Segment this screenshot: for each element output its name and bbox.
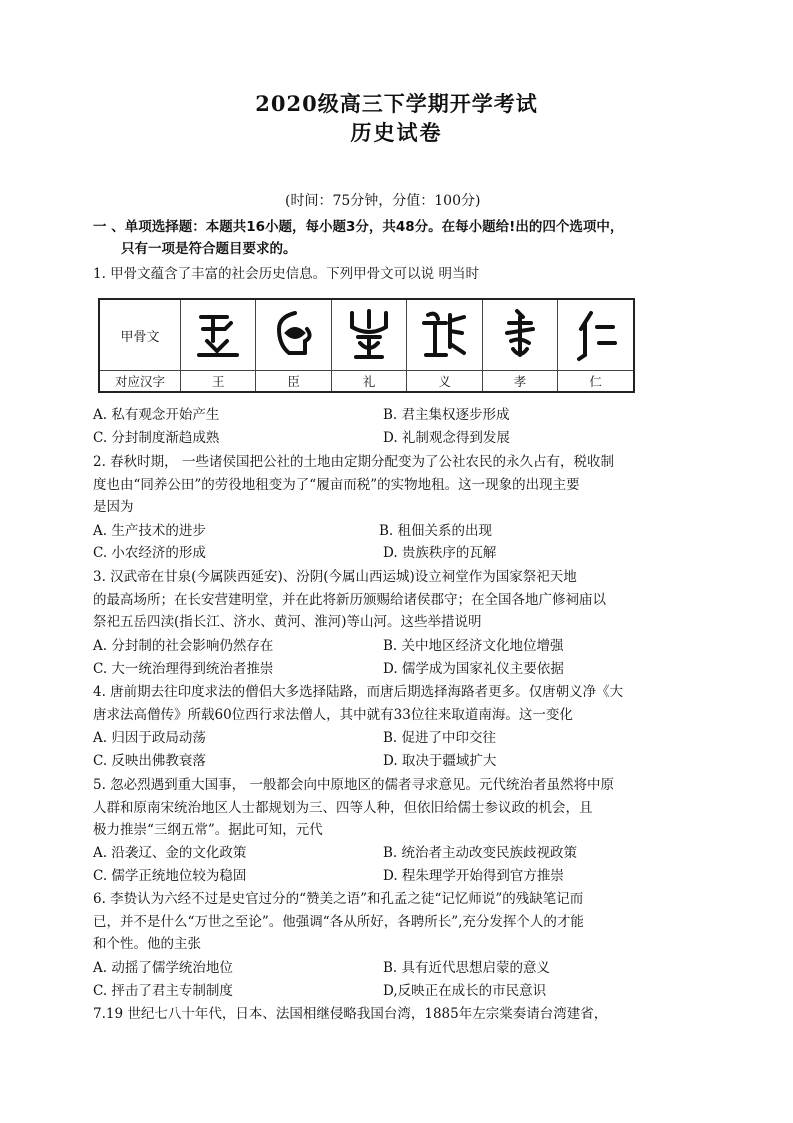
- question-1-option-b: B. 君主集权逐步形成: [383, 407, 510, 423]
- question-4-line-2: 唐求法高僧传》所载60位西行求法僧人，其中就有33位往来取道南海。这一变化: [93, 707, 573, 723]
- question-6-line-3: 和个性。他的主张: [93, 936, 201, 952]
- question-5-line-1: 5. 忽必烈遇到重大国事， 一般都会向中原地区的儒者寻求意见。元代统治者虽然将中原: [93, 777, 614, 793]
- question-3-option-c: C. 大一统治理得到统治者推崇: [93, 661, 274, 677]
- question-2-option-c: C. 小农经济的形成: [93, 545, 206, 561]
- table-cell-char: 义: [407, 371, 482, 393]
- question-2-line-1: 2. 春秋时期， 一些诸侯国把公社的土地由定期分配变为了公社农民的永久占有，税收制: [93, 454, 614, 470]
- question-2-line-2: 度也由“同养公田”的劳役地租变为了“履亩而税”的实物地租。这一现象的出现主要: [93, 477, 580, 493]
- question-3-option-b: B. 关中地区经济文化地位增强: [383, 638, 564, 654]
- oracle-li-icon: [331, 299, 406, 371]
- question-6-option-d: D,反映正在成长的市民意识: [383, 983, 547, 999]
- oracle-bone-table: [98, 298, 635, 393]
- question-6-line-2: 已，并不是什么“万世之至论”。他强调“各从所好，各聘所长”,充分发挥个人的才能: [93, 914, 584, 930]
- exam-meta: (时间：75分钟，分值：100分): [285, 193, 481, 209]
- exam-subject-title: 历史试卷: [350, 120, 443, 145]
- question-3-line-2: 的最高场所；在长安营建明堂，并在此将新历颁赐给诸侯郡守；在全国各地广修祠庙以: [93, 592, 606, 608]
- oracle-wang-icon: [181, 299, 256, 371]
- question-6-option-c: C. 抨击了君主专制制度: [93, 983, 233, 999]
- question-4-option-b: B. 促进了中印交往: [383, 730, 497, 746]
- question-4-option-d: D. 取决于疆域扩大: [383, 753, 497, 769]
- question-5-option-d: D. 程朱理学开始得到官方推崇: [383, 868, 564, 884]
- question-2-option-a: A. 生产技术的进步: [93, 523, 206, 539]
- table-cell-char: 仁: [558, 371, 634, 393]
- question-4-option-a: A. 归因于政局动荡: [93, 730, 206, 746]
- question-5-option-a: A. 沿袭辽、金的文化政策: [93, 845, 247, 861]
- question-6-line-1: 6. 李贽认为六经不过是史官过分的“赞美之语”和孔孟之徒“记忆师说”的残缺笔记而: [93, 891, 584, 907]
- table-row-head-modern: 对应汉字: [99, 371, 181, 393]
- table-cell-char: 王: [181, 371, 256, 393]
- question-1-option-c: C. 分封制度渐趋成熟: [93, 430, 220, 446]
- question-2-line-3: 是因为: [93, 499, 134, 515]
- question-5-option-c: C. 儒学正统地位较为稳固: [93, 868, 247, 884]
- table-cell-char: 礼: [331, 371, 406, 393]
- oracle-xiao-icon: [482, 299, 557, 371]
- question-3-option-d: D. 儒学成为国家礼仪主要依据: [383, 661, 564, 677]
- table-cell-char: 臣: [256, 371, 331, 393]
- question-5-line-2: 人群和原南宋统治地区人士都规划为三、四等人种，但依旧给儒士参议政的机会，且: [93, 800, 593, 816]
- table-row-head-oracle: 甲骨文: [99, 299, 181, 371]
- question-3-option-a: A. 分封制的社会影响仍然存在: [93, 638, 274, 654]
- question-4-line-1: 4. 唐前期去往印度求法的僧侣大多选择陆路，而唐后期选择海路者更多。仅唐朝义净《大: [93, 684, 624, 700]
- question-2-option-d: D. 贵族秩序的瓦解: [383, 545, 497, 561]
- oracle-yi-icon: [407, 299, 482, 371]
- section-heading-line1: 一 、单项选择题：本题共16小题，每小题3分，共48分。在每小题给!出的四个选项中，: [93, 219, 624, 235]
- question-1-option-a: A. 私有观念开始产生: [93, 407, 220, 423]
- question-2-option-b: B. 租佃关系的出现: [379, 523, 493, 539]
- question-1-stem: 1. 甲骨文蕴含了丰富的社会历史信息。下列甲骨文可以说 明当时: [93, 266, 479, 282]
- question-6-option-b: B. 具有近代思想启蒙的意义: [383, 960, 551, 976]
- question-5-option-b: B. 统治者主动改变民族歧视政策: [383, 845, 578, 861]
- question-5-line-3: 极力推崇“三纲五常”。据此可知，元代: [93, 822, 323, 838]
- section-heading-line2: 只有一项是符合题目要求的。: [121, 241, 297, 257]
- table-cell-char: 孝: [482, 371, 557, 393]
- question-3-line-3: 祭祀五岳四渎(指长江、济水、黄河、淮河)等山河。这些举措说明: [93, 614, 482, 630]
- question-3-line-1: 3. 汉武帝在甘泉(今属陕西延安)、汾阴(今属山西运城)设立祠堂作为国家祭祀天地: [93, 569, 577, 585]
- question-4-option-c: C. 反映出佛教衰落: [93, 753, 206, 769]
- exam-title: 2020级高三下学期开学考试: [255, 91, 538, 116]
- question-7-line-1: 7.19 世纪七八十年代，日本、法国相继侵略我国台湾，1885年左宗棠奏请台湾建省，: [93, 1006, 608, 1022]
- oracle-chen-icon: [256, 299, 331, 371]
- question-6-option-a: A. 动摇了儒学统治地位: [93, 960, 233, 976]
- oracle-ren-icon: [558, 299, 634, 371]
- question-1-option-d: D. 礼制观念得到发展: [383, 430, 510, 446]
